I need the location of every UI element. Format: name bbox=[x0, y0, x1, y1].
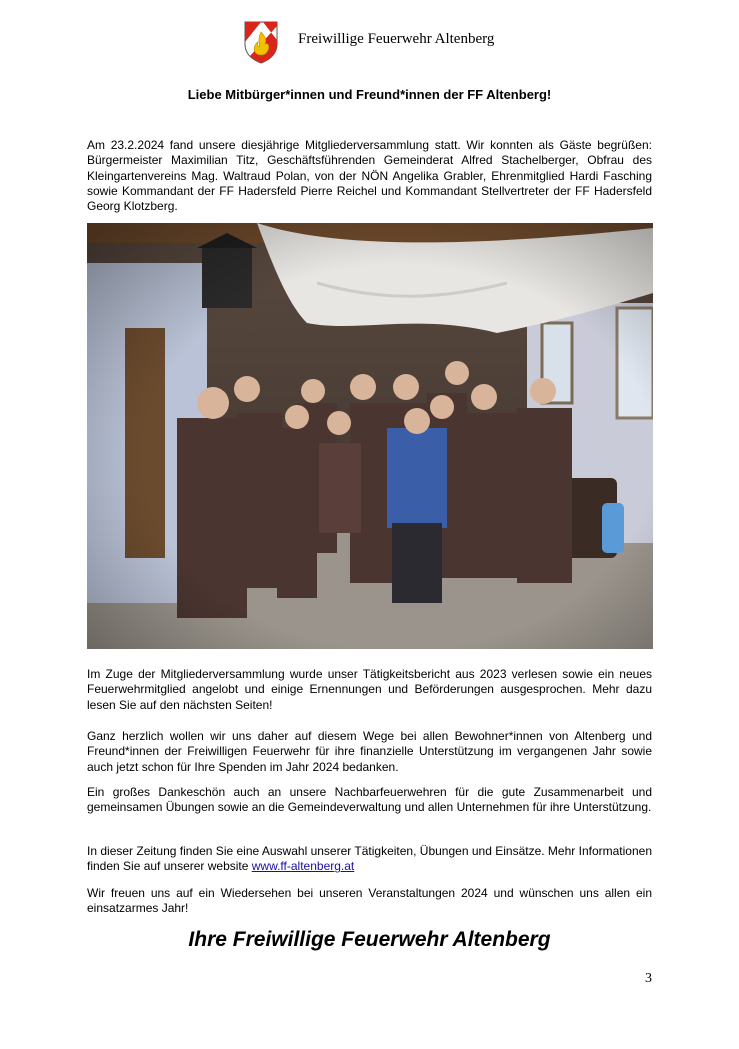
paragraph-thanks-neighbors: Ein großes Dankeschön auch an unsere Nachbarfeuerwehren für die gute Zusammenarbeit und gemeinsamen Übungen sowie an die Gemeindeverwaltung und allen Unternehmen für ihre Unterstützung. bbox=[87, 785, 652, 815]
coat-of-arms-icon bbox=[243, 20, 279, 64]
org-name: Freiwillige Feuerwehr Altenberg bbox=[298, 31, 495, 47]
paragraph-thanks-residents: Ganz herzlich wollen wir uns daher auf diesem Wege bei allen Bewohner*innen von Altenberg und Freund*innen der Freiwilligen Feuerwehr für ihre finanzielle Unterstützung im vergangenen Jahr sowie auch jetzt schon für Ihre Spenden im Jahr 2024 bedanken. bbox=[87, 729, 652, 774]
website-link[interactable]: www.ff-altenberg.at bbox=[251, 859, 355, 874]
page-title: Liebe Mitbürger*innen und Freund*innen der FF Altenberg! bbox=[187, 87, 552, 102]
page-number: 3 bbox=[645, 971, 652, 986]
page-header bbox=[0, 18, 739, 66]
signature: Ihre Freiwillige Feuerwehr Altenberg bbox=[188, 928, 551, 951]
paragraph-report: Im Zuge der Mitgliederversammlung wurde unser Tätigkeitsbericht aus 2023 verlesen sowie ein neues Feuerwehrmitglied angelobt und einige Ernennungen und Beförderungen ausgesprochen. Mehr dazu lesen Sie auf den nächsten Seiten! bbox=[87, 667, 652, 712]
paragraph-website bbox=[87, 844, 652, 875]
paragraph-closing: Wir freuen uns auf ein Wiedersehen bei unseren Veranstaltungen 2024 und wünschen uns allen ein einsatzarmes Jahr! bbox=[87, 886, 652, 916]
intro-paragraph: Am 23.2.2024 fand unsere diesjährige Mitgliederversammlung statt. Wir konnten als Gäste begrüßen: Bürgermeister Maximilian Titz, Geschäftsführenden Gemeinderat Alfred Stachelberger, Obfrau des Kleingartenvereins Mag. Waltraud Polan, von der NÖN Angelika Grabler, Ehrenmitglied Hardi Fasching sowie Kommandant der FF Hadersfeld Pierre Reichel und Kommandant Stellvertreter der FF Hadersfeld Georg Klotzberg. bbox=[87, 138, 652, 214]
group-photo bbox=[87, 223, 653, 649]
paragraph-website-text: In dieser Zeitung finden Sie eine Auswahl unserer Tätigkeiten, Übungen und Einsätze. Mehr Informationen finden Sie auf unserer website bbox=[87, 844, 652, 874]
